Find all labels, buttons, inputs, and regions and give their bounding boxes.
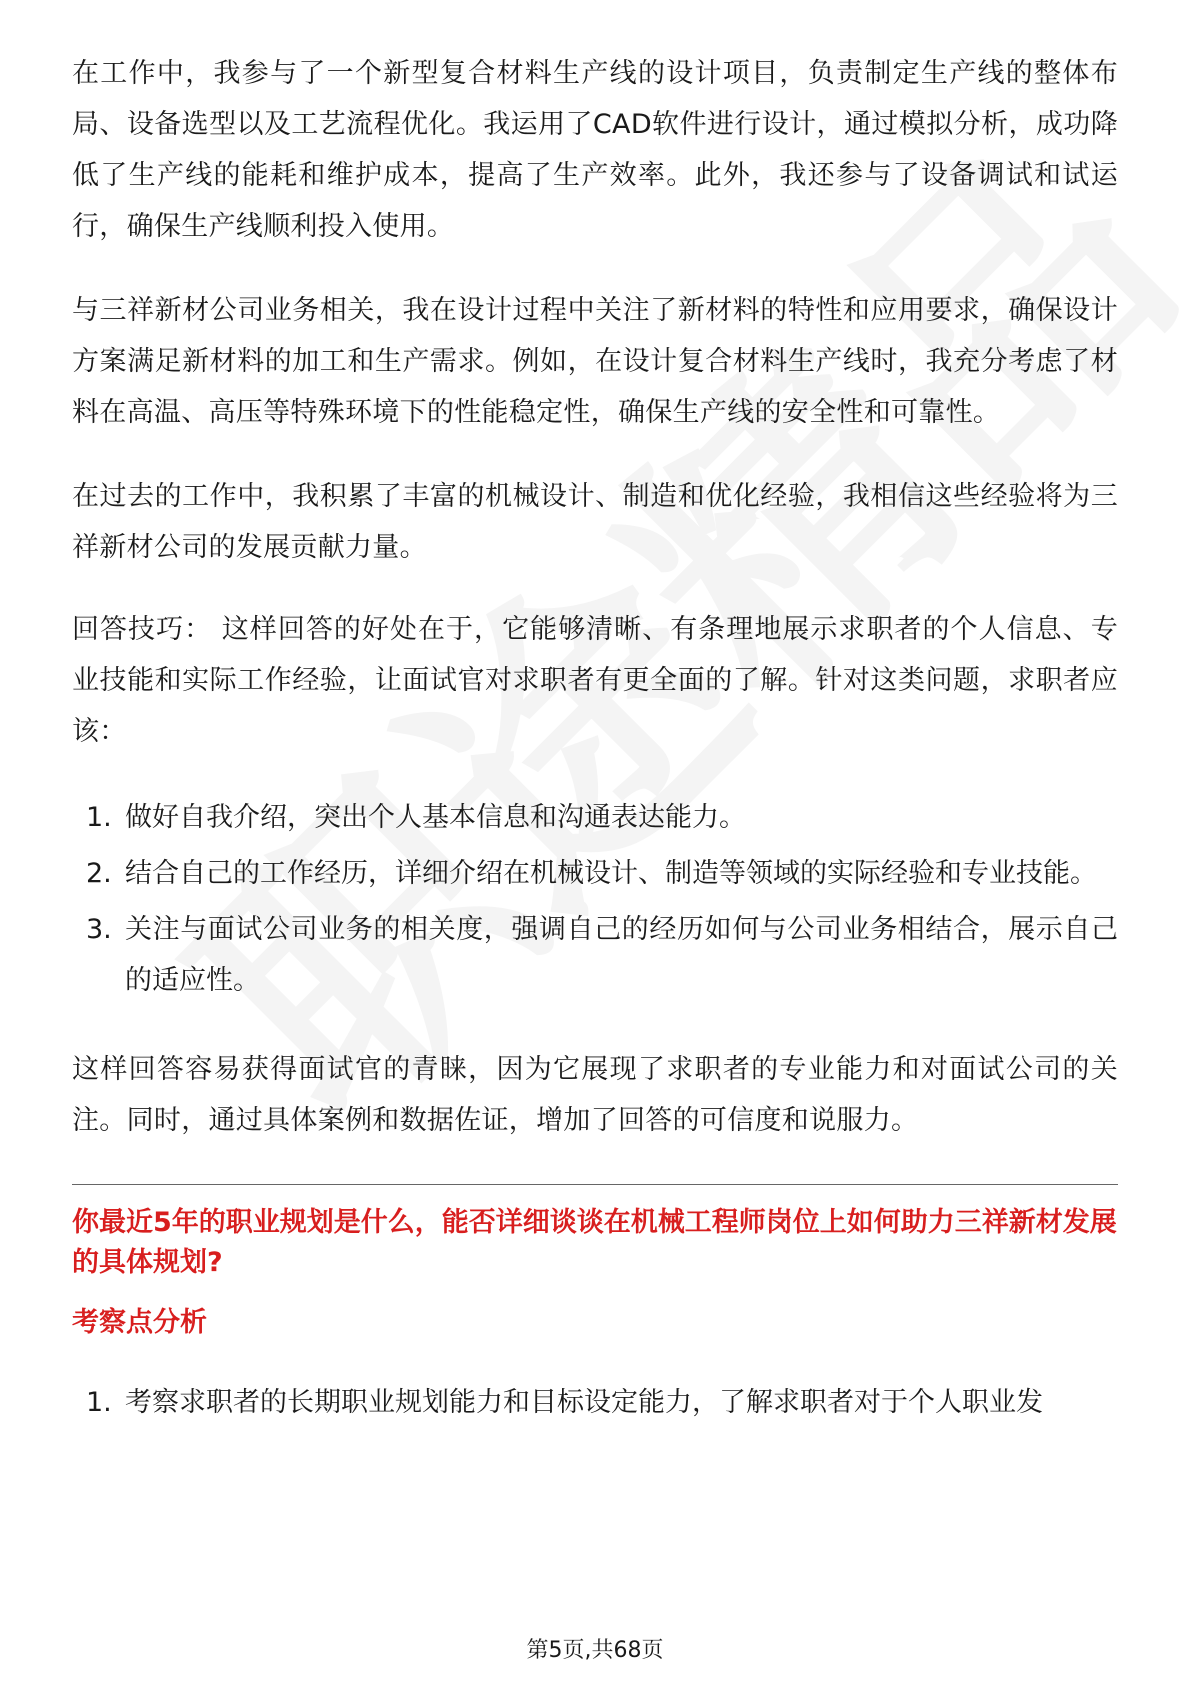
paragraph-experience-summary: 在过去的工作中，我积累了丰富的机械设计、制造和优化经验，我相信这些经验将为三祥新材公司的发展贡献力量。 xyxy=(72,481,1118,563)
list-item xyxy=(72,904,1118,1006)
list-item xyxy=(72,848,1118,899)
list-item-text: 关注与面试公司业务的相关度，强调自己的经历如何与公司业务相结合，展示自己的适应性。 xyxy=(125,914,1118,996)
list-item-number: 2. xyxy=(86,858,112,889)
paragraph-answer-tips: 回答技巧： 这样回答的好处在于，它能够清晰、有条理地展示求职者的个人信息、专业技能和实际工作经验，让面试官对求职者有更全面的了解。针对这类问题，求职者应该： xyxy=(72,614,1118,747)
analysis-list xyxy=(72,1377,1118,1428)
section-divider xyxy=(72,1184,1118,1185)
list-item xyxy=(72,792,1118,843)
paragraph-work-experience: 在工作中，我参与了一个新型复合材料生产线的设计项目，负责制定生产线的整体布局、设备选型以及工艺流程优化。我运用了CAD软件进行设计，通过模拟分析，成功降低了生产线的能耗和维护成本，提高了生产效率。此外，我还参与了设备调试和试运行，确保生产线顺利投入使用。 xyxy=(72,58,1118,242)
tips-list xyxy=(72,792,1118,1006)
analysis-heading: 考察点分析 xyxy=(72,1307,207,1338)
document-page xyxy=(72,48,1118,1428)
list-item-number: 1. xyxy=(86,802,112,833)
list-item-text: 考察求职者的长期职业规划能力和目标设定能力，了解求职者对于个人职业发 xyxy=(125,1387,1043,1418)
list-item-number: 3. xyxy=(86,914,112,945)
paragraph-conclusion: 这样回答容易获得面试官的青睐，因为它展现了求职者的专业能力和对面试公司的关注。同时，通过具体案例和数据佐证，增加了回答的可信度和说服力。 xyxy=(72,1054,1118,1136)
list-item-number: 1. xyxy=(86,1387,112,1418)
list-item-text: 结合自己的工作经历，详细介绍在机械设计、制造等领域的实际经验和专业技能。 xyxy=(125,858,1097,889)
paragraph-company-relevance: 与三祥新材公司业务相关，我在设计过程中关注了新材料的特性和应用要求，确保设计方案满足新材料的加工和生产需求。例如，在设计复合材料生产线时，我充分考虑了材料在高温、高压等特殊环境下的性能稳定性，确保生产线的安全性和可靠性。 xyxy=(72,295,1118,428)
page-footer: 第5页,共68页 xyxy=(526,1638,664,1663)
interview-question: 你最近5年的职业规划是什么，能否详细谈谈在机械工程师岗位上如何助力三祥新材发展的具体规划? xyxy=(72,1207,1117,1278)
list-item-text: 做好自我介绍，突出个人基本信息和沟通表达能力。 xyxy=(125,802,746,833)
list-item xyxy=(72,1377,1118,1428)
